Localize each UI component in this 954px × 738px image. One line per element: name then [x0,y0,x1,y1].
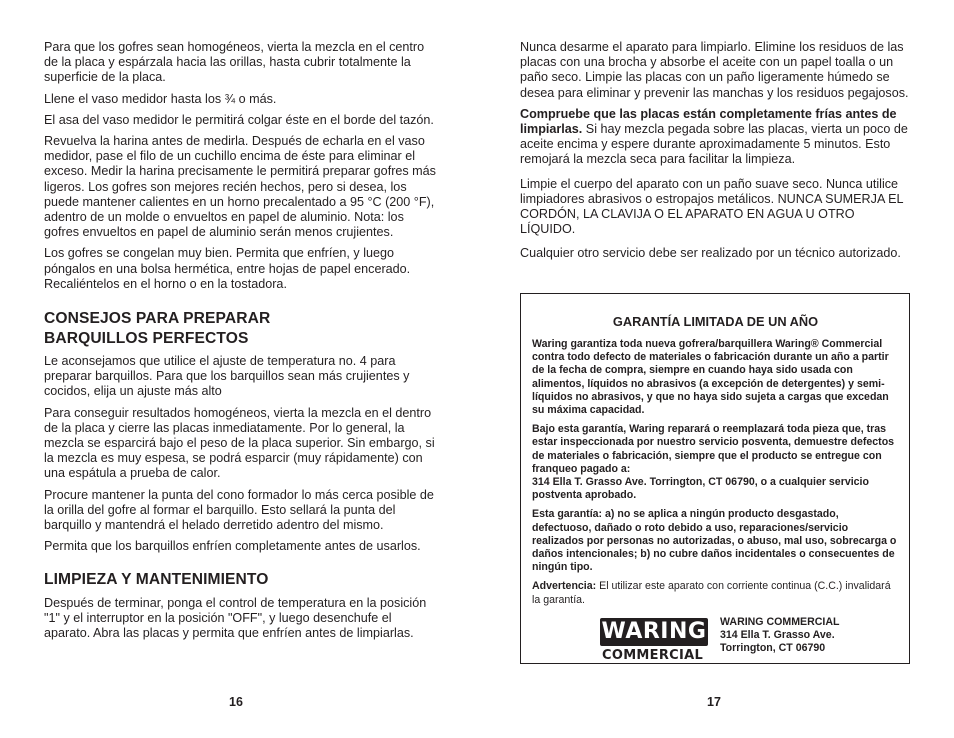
warranty-service-address: 314 Ella T. Grasso Ave. Torrington, CT 06790, o a cualquier servicio postventa aprobado. [532,476,869,502]
cones-paragraph: Le aconsejamos que utilice el ajuste de temperatura no. 4 para preparar barquillos. Para que los barquillos sean más crujientes y cocidos, elija un ajuste más alto [44,354,410,399]
logo-row [532,613,899,677]
logo-waring-text: WARING [601,618,707,644]
intro-paragraph: Los gofres se congelan muy bien. Permita que enfríen, y luego póngalos en una bolsa hermética, entre hojas de papel encerado. Recaliéntelos en el horno o en la tostadora. [44,246,411,291]
intro-paragraph: El asa del vaso medidor le permitirá colgar éste en el borde del tazón. [44,112,434,127]
address-line: Torrington, CT 06790 [720,641,826,654]
intro-paragraph: Llene el vaso medidor hasta los ¾ o más. [44,91,277,106]
warranty-advert-text: El utilizar este aparato con corriente continua (C.C.) invalidará la garantía. [532,580,891,606]
right-page-column [520,40,912,268]
warranty-paragraph-2-text: Bajo esta garantía, Waring reparará o reemplazará toda pieza que, tras estar inspeccionada por nuestro servicio posventa, demuestre defectos de materiales o fabricación, siempre que el producto se entregue con franqueo pagado a: [532,423,895,475]
cleaning-paragraph-4: Cualquier otro servicio debe ser realizado por un técnico autorizado. [520,246,901,261]
cleaning-paragraph-2 [520,107,912,168]
intro-paragraph: Para que los gofres sean homogéneos, vierta la mezcla en el centro de la placa y espárzala hacia las orillas, hasta cubrir totalmente la superficie de la placa. [44,40,425,85]
address-line: WARING COMMERCIAL [720,615,840,628]
cones-paragraph: Procure mantener la punta del cono formador lo más cerca posible de la orilla del gofre al formar el barquillo. Esto sellará la punta del barquillo y mantendrá el helado derretido adentro del mismo. [44,487,434,533]
page-number-left: 16 [229,695,243,709]
waring-commercial-logo [600,618,708,663]
logo-commercial-text: COMMERCIAL [602,647,704,663]
intro-paragraph: Revuelva la harina antes de medirla. Después de echarla en el vaso medidor, pase el filo de un cuchillo encima de éste para eliminar el exceso. Medir la harina precisamente le permitirá preparar gofres más ligeros. Los gofres son mejores recién hechos, pero si desea, los puede mantener calientes en un horno precalentado a 95 °C (200 °F), adentro de un molde o envueltos en papel de aluminio. Nota: los gofres envueltos en papel de aluminio serán menos crujientes. [44,134,436,240]
address-line: 314 Ella T. Grasso Ave. [720,628,835,641]
warranty-advert-label: Advertencia: [532,580,597,593]
cones-heading [44,309,436,348]
cleaning-warning-rest: Si hay mezcla pegada sobre las placas, vierta un poco de aceite encima y espere durante aproximadamente 5 minutos. Esto remojará la mezcla seca para facilitar la limpieza. [520,122,908,167]
cleaning-paragraph-1: Nunca desarme el aparato para limpiarlo. Elimine los residuos de las placas con una brocha y absorbe el aceite con un papel toalla o un paño seco. Limpie las placas con un paño ligeramente húmedo se desea para eliminar y prevenir las manchas y los residuos pegajosos. [520,40,909,100]
left-page-column [44,40,436,648]
company-address [720,616,839,655]
warranty-paragraph-1: Waring garantiza toda nueva gofrera/barquillera Waring® Commercial contra todo defecto de materiales o fabricación durante un año a partir de la fecha de compra, siempre en cuando haya sido usada con alimentos, líquidos no abrasivos (a excepción de detergentes) y semi-líquidos no abrasivos, y que no haya sido sujeta a cargas que excedan su máxima capacidad. [532,338,889,417]
cones-paragraph: Permita que los barquillos enfríen completamente antes de usarlos. [44,539,421,554]
cleaning-paragraph-3: Limpie el cuerpo del aparato con un paño suave seco. Nunca utilice limpiadores abrasivos o estropajos metálicos. NUNCA SUMERJA EL CORDÓN, LA CLAVIJA O EL APARATO EN AGUA U OTRO LÍQUIDO. [520,176,904,237]
warranty-paragraph-3: Esta garantía: a) no se aplica a ningún producto desgastado, defectuoso, dañado o roto debido a uso, reparaciones/servicio realizados por personas no autorizadas, o abuso, mal uso, sobrecarga o daños intencionales; b) no cubre daños incidentales o consecuentes de ningún tipo. [532,508,897,574]
warranty-paragraph-2 [532,423,899,502]
cleaning-paragraph: Después de terminar, ponga el control de temperatura en la posición "1" y el interruptor en la posición "OFF", y luego desenchufe el aparato. Abra las placas y permita que enfríen antes de limpiarlas. [44,595,427,641]
cleaning-warning-bold: Compruebe que las placas están completamente frías antes de limpiarlas. [520,106,897,137]
cones-paragraph: Para conseguir resultados homogéneos, vierta la mezcla en el dentro de la placa y cierre las placas inmediatamente. Por lo general, la mezcla se esparcirá bajo el peso de la placa superior. Sin embargo, si la mezcla es muy espesa, se podrá esparcir (muy rápidamente) con una espátula a prueba de calor. [44,405,435,481]
cleaning-heading: LIMPIEZA Y MANTENIMIENTO [44,571,269,589]
warranty-box [520,293,910,664]
cones-heading-line1: CONSEJOS PARA PREPARAR [44,310,271,328]
warranty-advert [532,580,899,606]
page-number-right: 17 [707,695,721,709]
cones-heading-line2: BARQUILLOS PERFECTOS [44,329,249,347]
warranty-title: GARANTÍA LIMITADA DE UN AÑO [612,314,819,329]
